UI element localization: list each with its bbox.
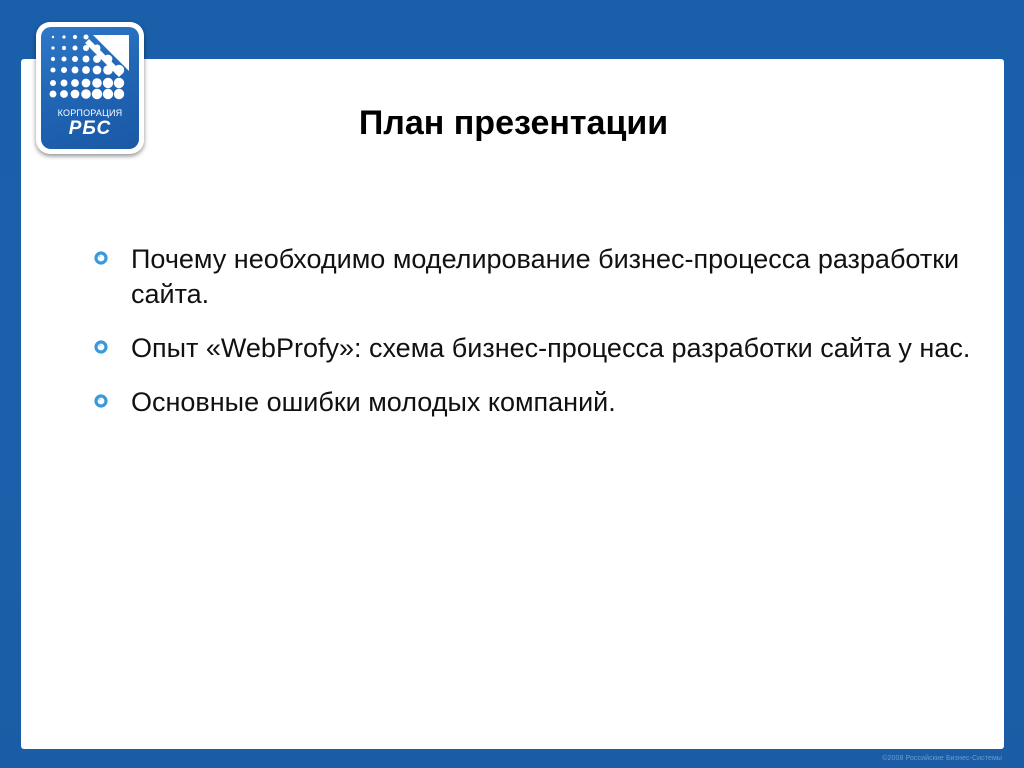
logo-dot bbox=[103, 65, 113, 75]
logo-dot bbox=[50, 91, 57, 98]
logo-dot bbox=[60, 90, 68, 98]
logo-dot bbox=[62, 46, 66, 50]
bullet-item bbox=[94, 331, 974, 366]
logo-dot bbox=[61, 67, 67, 73]
logo-dot bbox=[114, 89, 124, 99]
logo-dot bbox=[83, 45, 89, 51]
logo-dot bbox=[50, 80, 56, 86]
logo-dot bbox=[114, 78, 124, 88]
logo-dot bbox=[92, 89, 102, 99]
logo-dot bbox=[92, 78, 102, 88]
logo-dot bbox=[72, 67, 79, 74]
logo-dot bbox=[72, 45, 77, 50]
bullet-item bbox=[94, 242, 974, 312]
bullet-list bbox=[94, 242, 974, 439]
logo-dot bbox=[73, 35, 77, 39]
ring-bullet-icon bbox=[94, 251, 108, 265]
logo-dot bbox=[83, 56, 90, 63]
logo-dot bbox=[71, 90, 80, 99]
footer-copyright: ©2008 Российские Бизнес-Системы bbox=[882, 755, 1002, 762]
logo-dot bbox=[81, 89, 91, 99]
logo-title: РБС bbox=[68, 118, 112, 139]
logo-dot bbox=[83, 34, 88, 39]
logo-dot bbox=[104, 55, 113, 64]
logo-dot bbox=[103, 89, 113, 99]
logo-dot bbox=[72, 56, 78, 62]
logo-dots-icon bbox=[49, 33, 131, 109]
logo-dot bbox=[114, 65, 124, 75]
logo-dot bbox=[103, 78, 113, 88]
bullet-text: Основные ошибки молодых компаний. bbox=[131, 387, 616, 417]
ring-bullet-icon bbox=[94, 340, 108, 354]
logo-dot bbox=[51, 46, 54, 49]
logo-dot bbox=[93, 66, 102, 75]
logo-dot bbox=[94, 45, 101, 52]
ring-bullet-icon bbox=[94, 394, 108, 408]
logo-dot bbox=[61, 56, 66, 61]
logo-dot bbox=[62, 35, 65, 38]
logo-dot bbox=[82, 79, 91, 88]
logo-dot bbox=[51, 57, 55, 61]
bullet-text: Опыт «WebProfy»: схема бизнес-процесса разработки сайта у нас. bbox=[131, 333, 971, 363]
logo-dot bbox=[71, 79, 79, 87]
bullet-item bbox=[94, 385, 974, 420]
logo-subtitle: КОРПОРАЦИЯ bbox=[57, 108, 123, 118]
logo-dot bbox=[61, 80, 68, 87]
logo-dot bbox=[52, 36, 54, 38]
slide-title: План презентации bbox=[358, 104, 669, 142]
bullet-text: Почему необходимо моделирование бизнес-процесса разработки сайта. bbox=[131, 244, 960, 309]
logo-dot bbox=[82, 66, 90, 74]
logo-dot bbox=[50, 67, 55, 72]
logo-dot bbox=[93, 55, 101, 63]
